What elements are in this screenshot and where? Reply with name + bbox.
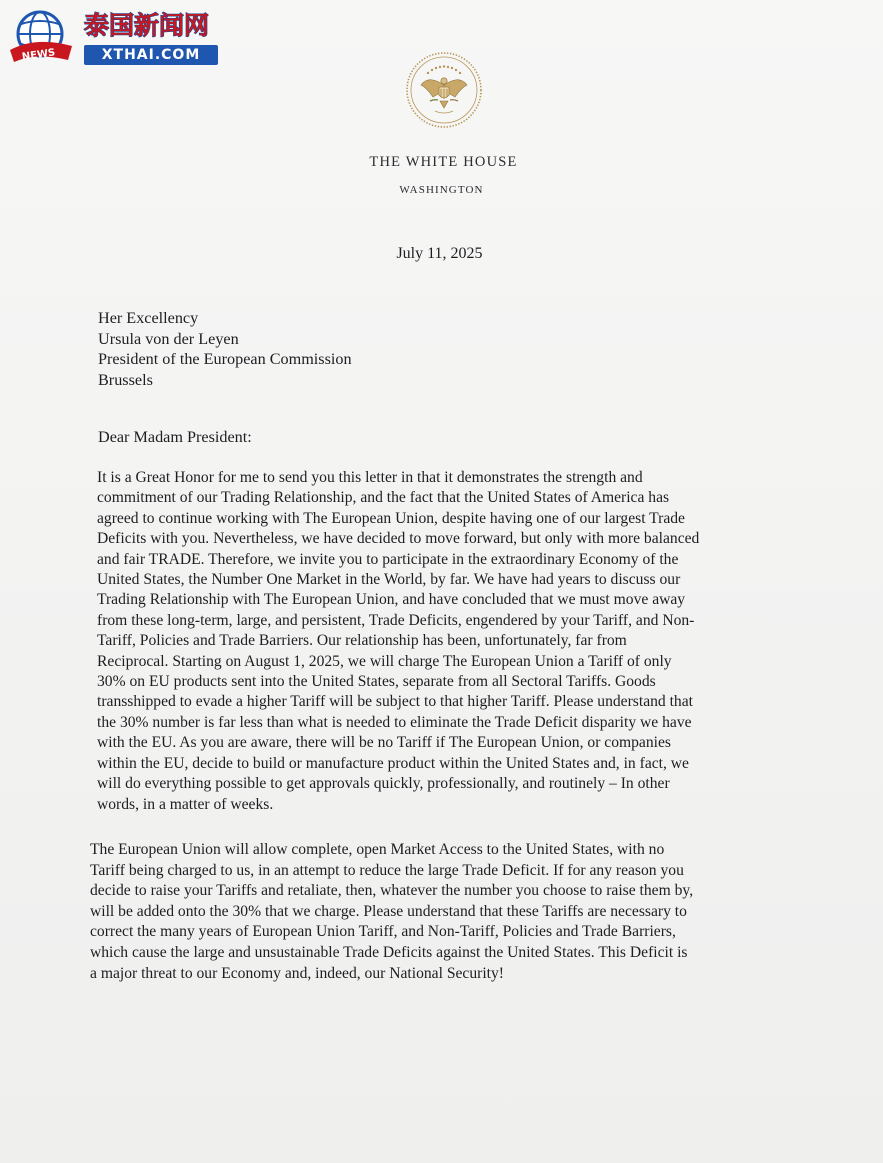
paragraph-line: correct the many years of European Union Tariff, and Non-Tariff, Policies and Trade Barriers, — [90, 923, 676, 941]
paragraph-line: within the EU, decide to build or manufacture product within the United States and, in fact, we — [97, 754, 689, 772]
paragraph-line: Reciprocal. Starting on August 1, 2025, we will charge The European Union a Tariff of only — [97, 652, 672, 670]
paragraph-line: will do everything possible to get approvals quickly, professionally, and routinely – In other — [97, 775, 670, 793]
recipient-line: Brussels — [98, 370, 153, 389]
paragraph-line: It is a Great Honor for me to send you this letter in that it demonstrates the strength and — [97, 469, 643, 486]
paragraph-line: decide to raise your Tariffs and retaliate, then, whatever the number you choose to raise them by, — [90, 882, 694, 900]
paragraph-line: with the EU. As you are aware, there will be no Tariff if The European Union, or companies — [97, 734, 671, 752]
letterhead-title: THE WHITE HOUSE — [369, 154, 518, 170]
paragraph-line: Deficits with you. Nevertheless, we have decided to move forward, but only with more balanced — [97, 530, 700, 548]
paragraph-line: agreed to continue working with The European Union, despite having one of our largest Trade — [97, 509, 685, 527]
globe-news-icon — [6, 6, 76, 66]
paragraph-line: words, in a matter of weeks. — [97, 795, 274, 813]
letter-date: July 11, 2025 — [396, 245, 483, 262]
paragraph-line: transshipped to evade a higher Tariff will be subject to that higher Tariff. Please understand that — [97, 693, 693, 711]
paragraph-line: and fair TRADE. Therefore, we invite you to participate in the extraordinary Economy of the — [97, 550, 679, 568]
watermark-url: XTHAI.COM — [84, 45, 218, 65]
presidential-seal-icon — [405, 51, 483, 129]
salutation: Dear Madam President: — [98, 428, 252, 446]
paragraph-line: commitment of our Trading Relationship, and the fact that the United States of America has — [97, 489, 670, 507]
paragraph-line: from these long-term, large, and persistent, Trade Deficits, engendered by your Tariff, and Non- — [97, 611, 695, 629]
paragraph-line: which cause the large and unsustainable Trade Deficits against the United States. This Deficit is — [90, 943, 688, 961]
paragraph-line: Trading Relationship with The European Union, and have concluded that we must move away — [97, 591, 686, 609]
paragraph-line: Tariff being charged to us, in an attempt to reduce the large Trade Deficit. If for any reason you — [90, 861, 684, 879]
recipient-line: Her Excellency — [98, 309, 199, 327]
news-watermark — [6, 6, 216, 68]
paragraph-line: United States, the Number One Market in the World, by far. We have had years to discuss our — [97, 571, 681, 589]
recipient-line: Ursula von der Leyen — [98, 329, 239, 348]
paragraph-line: will be added onto the 30% that we charge. Please understand that these Tariffs are necessary to — [90, 902, 687, 920]
news-badge-text: NEWS — [21, 47, 56, 63]
body-paragraph-2 — [90, 840, 693, 984]
paragraph-line: the 30% number is far less than what is needed to eliminate the Trade Deficit disparity we have — [97, 713, 692, 731]
paragraph-line: a major threat to our Economy and, indeed, our National Security! — [90, 964, 504, 982]
paragraph-line: The European Union will allow complete, open Market Access to the United States, with no — [90, 841, 665, 858]
body-paragraph-1 — [97, 468, 699, 815]
recipient-address — [98, 308, 352, 390]
recipient-line: President of the European Commission — [98, 350, 352, 368]
paragraph-line: 30% on EU products sent into the United States, separate from all Sectoral Tariffs. Goods — [97, 673, 656, 691]
letterhead-subtitle: WASHINGTON — [399, 184, 484, 196]
watermark-chinese-name: 泰国新闻网 — [84, 11, 210, 40]
paragraph-line: Tariff, Policies and Trade Barriers. Our relationship has been, unfortunately, far from — [97, 632, 627, 650]
